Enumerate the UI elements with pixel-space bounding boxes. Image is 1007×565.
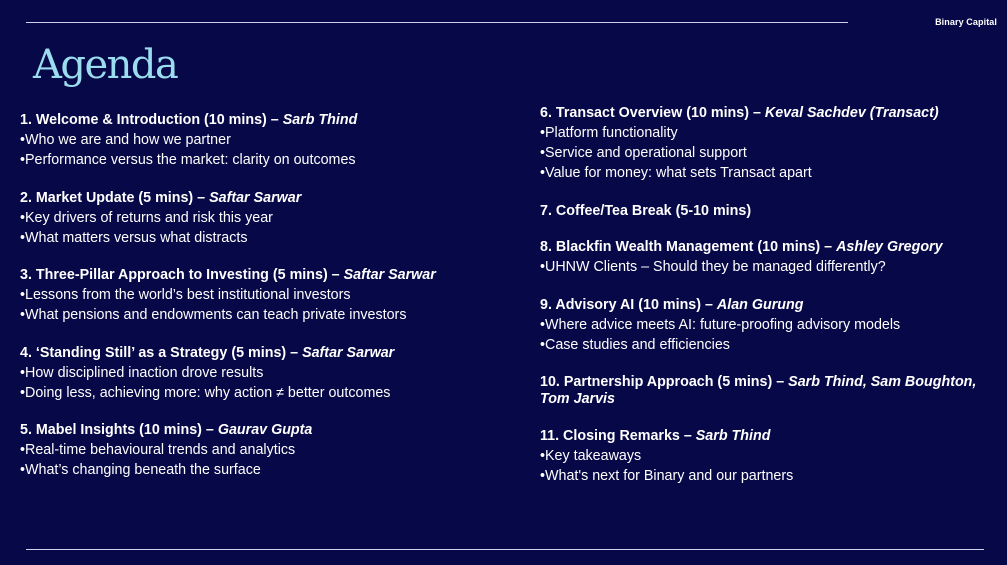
- agenda-bullet: •Real-time behavioural trends and analytics: [20, 442, 296, 458]
- agenda-item: [20, 112, 490, 170]
- agenda-item-heading: 3. Three-Pillar Approach to Investing (5 mins) – Saftar Sarwar: [20, 267, 436, 283]
- agenda-item-speaker: Sarb Thind: [282, 112, 358, 128]
- agenda-item: [540, 297, 1002, 355]
- agenda-item-speaker: Alan Gurung: [716, 296, 804, 313]
- agenda-item-heading: 1. Welcome & Introduction (10 mins) – Sarb Thind: [20, 112, 358, 128]
- bottom-divider: [26, 549, 984, 550]
- agenda-item-heading: 9. Advisory AI (10 mins) – Alan Gurung: [540, 296, 804, 313]
- agenda-bullet: •Service and operational support: [540, 145, 747, 161]
- agenda-item: [540, 203, 1002, 220]
- agenda-bullet: •What’s changing beneath the surface: [20, 462, 261, 478]
- agenda-item: [20, 267, 490, 325]
- agenda-item-heading: 11. Closing Remarks – Sarb Thind: [540, 427, 771, 444]
- agenda-column-right: [540, 105, 1002, 505]
- agenda-bullet: •Platform functionality: [540, 125, 678, 141]
- top-divider: [26, 22, 848, 23]
- brand-name: Binary Capital: [935, 17, 997, 27]
- agenda-item-speaker: Keval Sachdev (Transact): [764, 105, 939, 121]
- agenda-item-speaker: Sarb Thind, Sam Boughton, Tom Jarvis: [540, 374, 977, 407]
- agenda-bullet: •Case studies and efficiencies: [540, 336, 730, 353]
- agenda-item-heading: 8. Blackfin Wealth Management (10 mins) – Ashley Gregory: [540, 239, 943, 255]
- agenda-item-heading: 10. Partnership Approach (5 mins) – Sarb Thind, Sam Boughton, Tom Jarvis: [540, 374, 977, 407]
- page-title: Agenda: [33, 42, 178, 88]
- agenda-bullet: •Value for money: what sets Transact apart: [540, 165, 812, 181]
- agenda-bullet: •What pensions and endowments can teach private investors: [20, 307, 407, 323]
- agenda-bullet: •Performance versus the market: clarity on outcomes: [20, 152, 356, 168]
- agenda-bullet: •Key drivers of returns and risk this year: [20, 209, 273, 226]
- agenda-bullet: •Lessons from the world’s best institutional investors: [20, 287, 351, 303]
- agenda-item-speaker: Gaurav Gupta: [217, 422, 313, 438]
- agenda-item-speaker: Sarb Thind: [695, 427, 771, 444]
- agenda-item-heading: 6. Transact Overview (10 mins) – Keval Sachdev (Transact): [540, 105, 939, 121]
- agenda-item-speaker: Ashley Gregory: [836, 239, 943, 255]
- agenda-item-heading: 2. Market Update (5 mins) – Saftar Sarwar: [20, 189, 302, 206]
- agenda-bullet: •Where advice meets AI: future-proofing advisory models: [540, 316, 901, 333]
- agenda-item: [20, 422, 490, 480]
- agenda-bullet: •How disciplined inaction drove results: [20, 364, 264, 381]
- agenda-bullet: •Doing less, achieving more: why action ≠ better outcomes: [20, 384, 391, 401]
- agenda-item: [540, 239, 1002, 277]
- agenda-bullet: •Key takeaways: [540, 447, 642, 464]
- agenda-column-left: [20, 112, 490, 500]
- agenda-item: [20, 190, 490, 248]
- agenda-item-speaker: Saftar Sarwar: [209, 189, 302, 206]
- agenda-item: [540, 105, 1002, 183]
- agenda-item: [20, 345, 490, 403]
- agenda-item-heading: 5. Mabel Insights (10 mins) – Gaurav Gupta: [20, 422, 313, 438]
- agenda-bullet: •Who we are and how we partner: [20, 132, 231, 148]
- agenda-item-speaker: Saftar Sarwar: [343, 267, 436, 283]
- agenda-bullet: •What's next for Binary and our partners: [540, 467, 794, 484]
- agenda-item: [540, 428, 1002, 486]
- agenda-item-speaker: Saftar Sarwar: [302, 344, 395, 361]
- agenda-item-heading: 4. ‘Standing Still’ as a Strategy (5 mins) – Saftar Sarwar: [20, 344, 395, 361]
- agenda-item: [540, 374, 1002, 408]
- agenda-bullet: •What matters versus what distracts: [20, 229, 248, 246]
- agenda-bullet: •UHNW Clients – Should they be managed differently?: [540, 259, 886, 275]
- agenda-item-heading: 7. Coffee/Tea Break (5-10 mins): [540, 202, 752, 219]
